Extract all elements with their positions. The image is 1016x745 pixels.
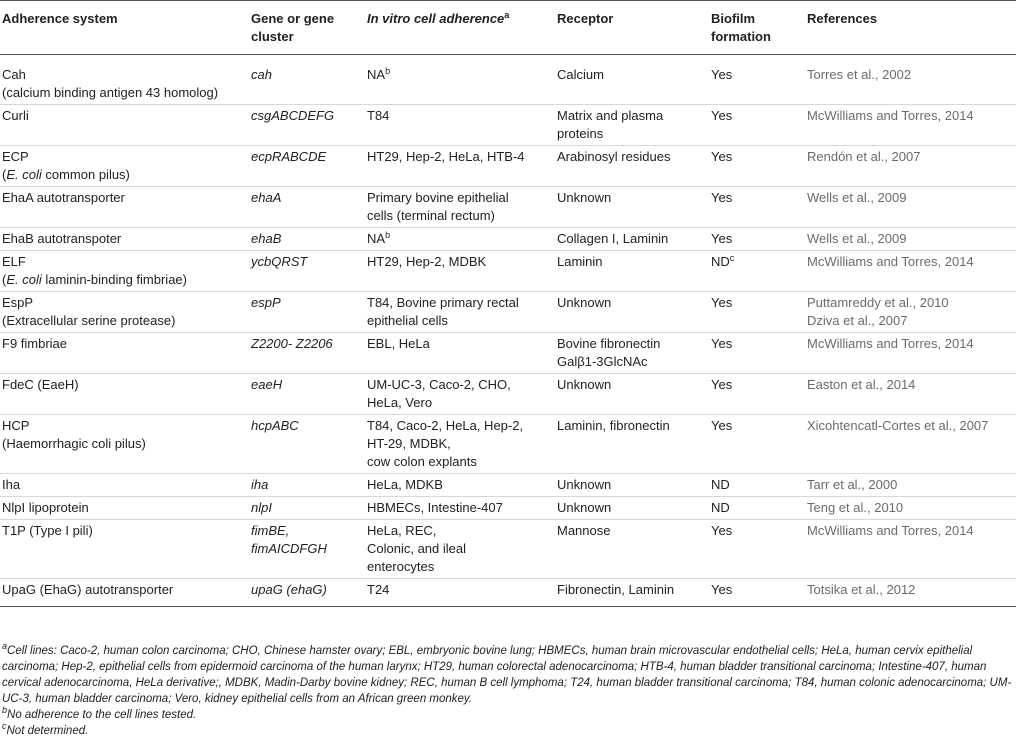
cell-line: FdeC (EaeH) <box>2 377 79 392</box>
cell-references <box>804 333 1016 374</box>
cell-line: hcpABC <box>251 418 299 433</box>
cell-line: HeLa, REC, <box>367 523 437 538</box>
footnote-marker: b <box>2 705 8 715</box>
cell-line: Unknown <box>557 377 612 392</box>
cell-line: Wells et al., 2009 <box>807 231 907 246</box>
cell-line: (E. coli laminin-binding fimbriae) <box>2 272 187 287</box>
footnote-marker: b <box>385 230 391 240</box>
table-footnotes <box>2 643 1012 739</box>
cell-text: Yes <box>711 377 733 392</box>
cell-line: HT-29, MDBK, <box>367 436 451 451</box>
cell-line: ehaA <box>251 190 282 205</box>
cell-adherence-system <box>0 55 248 105</box>
table-row <box>0 146 1016 187</box>
cell-line: (E. coli common pilus) <box>2 167 130 182</box>
cell-biofilm <box>708 474 804 497</box>
cell-line: Calcium <box>557 67 604 82</box>
footnote <box>2 723 1012 739</box>
cell-biofilm <box>708 251 804 292</box>
cell-line: EhaB autotranspoter <box>2 231 122 246</box>
cell-line: HBMECs, Intestine-407 <box>367 500 503 515</box>
cell-line: Unknown <box>557 295 612 310</box>
header-gene-cluster: Gene or gene cluster <box>248 1 364 55</box>
cell-in-vitro-adherence <box>364 374 554 415</box>
cell-adherence-system <box>0 146 248 187</box>
cell-line: Wells et al., 2009 <box>807 190 907 205</box>
cell-in-vitro-adherence <box>364 292 554 333</box>
cell-line: NA <box>367 67 386 82</box>
cell-line: EspP <box>2 295 34 310</box>
cell-line: Xicohtencatl-Cortes et al., 2007 <box>807 418 989 433</box>
cell-adherence-system <box>0 374 248 415</box>
cell-in-vitro-adherence <box>364 228 554 251</box>
cell-line: HeLa, Vero <box>367 395 433 410</box>
cell-line: F9 fimbriae <box>2 336 68 351</box>
header-references: References <box>804 1 1016 55</box>
cell-line: McWilliams and Torres, 2014 <box>807 254 974 269</box>
cell-line: ycbQRST <box>251 254 308 269</box>
cell-gene <box>248 474 364 497</box>
table-row <box>0 497 1016 520</box>
cell-references <box>804 474 1016 497</box>
cell-adherence-system <box>0 251 248 292</box>
cell-receptor <box>554 474 708 497</box>
footnote-marker: c <box>729 253 735 263</box>
cell-line: Fibronectin, Laminin <box>557 582 675 597</box>
footnote-text: Not determined. <box>6 725 89 737</box>
cell-receptor <box>554 520 708 579</box>
cell-gene <box>248 497 364 520</box>
table-row <box>0 520 1016 579</box>
cell-text: Yes <box>711 231 733 246</box>
cell-text: Yes <box>711 149 733 164</box>
cell-biofilm <box>708 520 804 579</box>
cell-line: enterocytes <box>367 559 435 574</box>
cell-gene <box>248 415 364 474</box>
cell-line: Laminin <box>557 254 603 269</box>
cell-line: Dziva et al., 2007 <box>807 313 908 328</box>
cell-line: T1P (Type I pili) <box>2 523 93 538</box>
cell-line: ELF <box>2 254 26 269</box>
cell-line: McWilliams and Torres, 2014 <box>807 523 974 538</box>
table-body <box>0 55 1016 607</box>
cell-line: McWilliams and Torres, 2014 <box>807 108 974 123</box>
cell-in-vitro-adherence <box>364 579 554 607</box>
cell-line: Colonic, and ileal <box>367 541 467 556</box>
cell-line: Easton et al., 2014 <box>807 377 916 392</box>
cell-references <box>804 55 1016 105</box>
cell-line: cah <box>251 67 272 82</box>
cell-line: Bovine fibronectin <box>557 336 661 351</box>
table-row <box>0 333 1016 374</box>
cell-biofilm <box>708 333 804 374</box>
cell-in-vitro-adherence <box>364 146 554 187</box>
cell-biofilm <box>708 105 804 146</box>
cell-in-vitro-adherence <box>364 520 554 579</box>
cell-line: nlpI <box>251 500 272 515</box>
cell-text: Yes <box>711 190 733 205</box>
cell-line: NA <box>367 231 386 246</box>
cell-biofilm <box>708 228 804 251</box>
cell-receptor <box>554 497 708 520</box>
cell-line: Rendón et al., 2007 <box>807 149 921 164</box>
cell-biofilm <box>708 579 804 607</box>
footnote <box>2 643 1012 707</box>
cell-line: proteins <box>557 126 604 141</box>
table-row <box>0 415 1016 474</box>
cell-line: T84 <box>367 108 390 123</box>
cell-receptor <box>554 105 708 146</box>
cell-line: Collagen I, Laminin <box>557 231 669 246</box>
cell-biofilm <box>708 374 804 415</box>
cell-gene <box>248 105 364 146</box>
cell-line: Unknown <box>557 477 612 492</box>
cell-line: Galβ1-3GlcNAc <box>557 354 648 369</box>
cell-text: Yes <box>711 336 733 351</box>
cell-line: Curli <box>2 108 29 123</box>
cell-references <box>804 251 1016 292</box>
cell-line: csgABCDEFG <box>251 108 335 123</box>
cell-line: Cah <box>2 67 26 82</box>
cell-text: Yes <box>711 418 733 433</box>
cell-references <box>804 520 1016 579</box>
cell-in-vitro-adherence <box>364 474 554 497</box>
cell-biofilm <box>708 292 804 333</box>
footnote-marker: c <box>2 721 7 731</box>
footnote-text: No adherence to the cell lines tested. <box>7 709 197 721</box>
cell-gene <box>248 228 364 251</box>
header-adherence-system: Adherence system <box>0 1 248 55</box>
cell-receptor <box>554 228 708 251</box>
cell-line: Puttamreddy et al., 2010 <box>807 295 949 310</box>
cell-references <box>804 146 1016 187</box>
cell-adherence-system <box>0 333 248 374</box>
cell-gene <box>248 292 364 333</box>
cell-line: espP <box>251 295 281 310</box>
cell-receptor <box>554 187 708 228</box>
cell-adherence-system <box>0 520 248 579</box>
cell-gene <box>248 251 364 292</box>
cell-line: NlpI lipoprotein <box>2 500 89 515</box>
cell-line: eaeH <box>251 377 283 392</box>
cell-receptor <box>554 374 708 415</box>
cell-adherence-system <box>0 474 248 497</box>
cell-text: Yes <box>711 108 733 123</box>
table-row <box>0 374 1016 415</box>
cell-gene <box>248 55 364 105</box>
cell-line: ecpRABCDE <box>251 149 327 164</box>
cell-line: T24 <box>367 582 390 597</box>
cell-line: HT29, Hep-2, MDBK <box>367 254 487 269</box>
cell-line: Unknown <box>557 500 612 515</box>
table-row <box>0 579 1016 607</box>
cell-gene <box>248 146 364 187</box>
header-receptor: Receptor <box>554 1 708 55</box>
cell-adherence-system <box>0 579 248 607</box>
cell-line: Z2200- Z2206 <box>251 336 333 351</box>
cell-receptor <box>554 146 708 187</box>
cell-line: (Haemorrhagic coli pilus) <box>2 436 146 451</box>
cell-line: ehaB <box>251 231 282 246</box>
cell-in-vitro-adherence <box>364 497 554 520</box>
cell-line: McWilliams and Torres, 2014 <box>807 336 974 351</box>
cell-text: ND <box>711 477 730 492</box>
cell-line: (calcium binding antigen 43 homolog) <box>2 85 219 100</box>
cell-references <box>804 105 1016 146</box>
table-row <box>0 474 1016 497</box>
cell-line: Totsika et al., 2012 <box>807 582 916 597</box>
cell-references <box>804 187 1016 228</box>
cell-line: T84, Caco-2, HeLa, Hep-2, <box>367 418 524 433</box>
cell-adherence-system <box>0 292 248 333</box>
cell-receptor <box>554 415 708 474</box>
cell-line: (Extracellular serine protease) <box>2 313 176 328</box>
cell-gene <box>248 187 364 228</box>
footnote <box>2 707 1012 723</box>
footnote-marker: b <box>385 66 391 76</box>
cell-gene <box>248 579 364 607</box>
cell-line: ECP <box>2 149 29 164</box>
cell-references <box>804 579 1016 607</box>
cell-line: UpaG (EhaG) autotransporter <box>2 582 174 597</box>
header-biofilm-formation: Biofilm formation <box>708 1 804 55</box>
cell-line: HeLa, MDKB <box>367 477 443 492</box>
cell-gene <box>248 333 364 374</box>
cell-references <box>804 497 1016 520</box>
cell-text: ND <box>711 254 730 269</box>
cell-line: Teng et al., 2010 <box>807 500 904 515</box>
cell-line: iha <box>251 477 269 492</box>
cell-receptor <box>554 55 708 105</box>
cell-adherence-system <box>0 415 248 474</box>
cell-line: EBL, HeLa <box>367 336 430 351</box>
cell-line: cells (terminal rectum) <box>367 208 495 223</box>
cell-biofilm <box>708 55 804 105</box>
cell-receptor <box>554 292 708 333</box>
table-row <box>0 228 1016 251</box>
table-row <box>0 251 1016 292</box>
cell-gene <box>248 520 364 579</box>
cell-line: epithelial cells <box>367 313 448 328</box>
cell-biofilm <box>708 497 804 520</box>
cell-line: Tarr et al., 2000 <box>807 477 898 492</box>
cell-receptor <box>554 251 708 292</box>
cell-references <box>804 228 1016 251</box>
header-in-vitro-adherence: In vitro cell adherence$^a$ <box>364 1 554 55</box>
table-header-row <box>0 1 1016 55</box>
cell-line: HCP <box>2 418 30 433</box>
cell-line: Iha <box>2 477 21 492</box>
cell-biofilm <box>708 146 804 187</box>
cell-adherence-system <box>0 105 248 146</box>
cell-adherence-system <box>0 228 248 251</box>
cell-receptor <box>554 333 708 374</box>
footnote-text: Cell lines: Caco-2, human colon carcinoma; CHO, Chinese hamster ovary; EBL, embryonic bovine lung; HBMECs, human brain microvascular endothelial cells; HeLa, human cervix epithelial carcinoma; Hep-2, epithelial cells from epidermoid carcinoma of the human larynx; HT29, human colorectal adenocarcinoma; HTB-4, human bladder transitional carcinoma; Intestine-407, human cervical adenocarcinoma, HeLa derivative;, MDBK, Madin-Darby bovine kidney; REC, human B cell lymphoma; T24, human bladder transitional carcinoma; T84, human colonic adenocarcinoma; UM-UC-3, human bladder carcinoma; Vero, kidney epithelial cells from an African green monkey. <box>2 645 1012 705</box>
cell-line: fimAICDFGH <box>251 541 327 556</box>
cell-biofilm <box>708 187 804 228</box>
cell-line: Arabinosyl residues <box>557 149 671 164</box>
cell-in-vitro-adherence <box>364 415 554 474</box>
table-row <box>0 55 1016 105</box>
cell-line: Matrix and plasma <box>557 108 664 123</box>
cell-line: HT29, Hep-2, HeLa, HTB-4 <box>367 149 525 164</box>
cell-receptor <box>554 579 708 607</box>
cell-references <box>804 415 1016 474</box>
cell-line: cow colon explants <box>367 454 477 469</box>
cell-in-vitro-adherence <box>364 55 554 105</box>
cell-gene <box>248 374 364 415</box>
cell-line: Primary bovine epithelial <box>367 190 509 205</box>
cell-text: Yes <box>711 523 733 538</box>
cell-adherence-system <box>0 497 248 520</box>
cell-line: UM-UC-3, Caco-2, CHO, <box>367 377 511 392</box>
cell-biofilm <box>708 415 804 474</box>
cell-in-vitro-adherence <box>364 333 554 374</box>
cell-references <box>804 374 1016 415</box>
cell-in-vitro-adherence <box>364 105 554 146</box>
cell-in-vitro-adherence <box>364 187 554 228</box>
cell-line: EhaA autotransporter <box>2 190 125 205</box>
cell-line: Laminin, fibronectin <box>557 418 670 433</box>
footnote-marker: a <box>2 641 8 651</box>
cell-line: Torres et al., 2002 <box>807 67 912 82</box>
cell-line: Mannose <box>557 523 611 538</box>
table-row <box>0 292 1016 333</box>
cell-text: Yes <box>711 582 733 597</box>
table-row <box>0 105 1016 146</box>
cell-adherence-system <box>0 187 248 228</box>
cell-in-vitro-adherence <box>364 251 554 292</box>
cell-text: Yes <box>711 295 733 310</box>
cell-line: upaG (ehaG) <box>251 582 327 597</box>
cell-line: Unknown <box>557 190 612 205</box>
cell-references <box>804 292 1016 333</box>
cell-line: fimBE, <box>251 523 290 538</box>
table-row <box>0 187 1016 228</box>
cell-text: ND <box>711 500 730 515</box>
cell-line: T84, Bovine primary rectal <box>367 295 519 310</box>
cell-text: Yes <box>711 67 733 82</box>
